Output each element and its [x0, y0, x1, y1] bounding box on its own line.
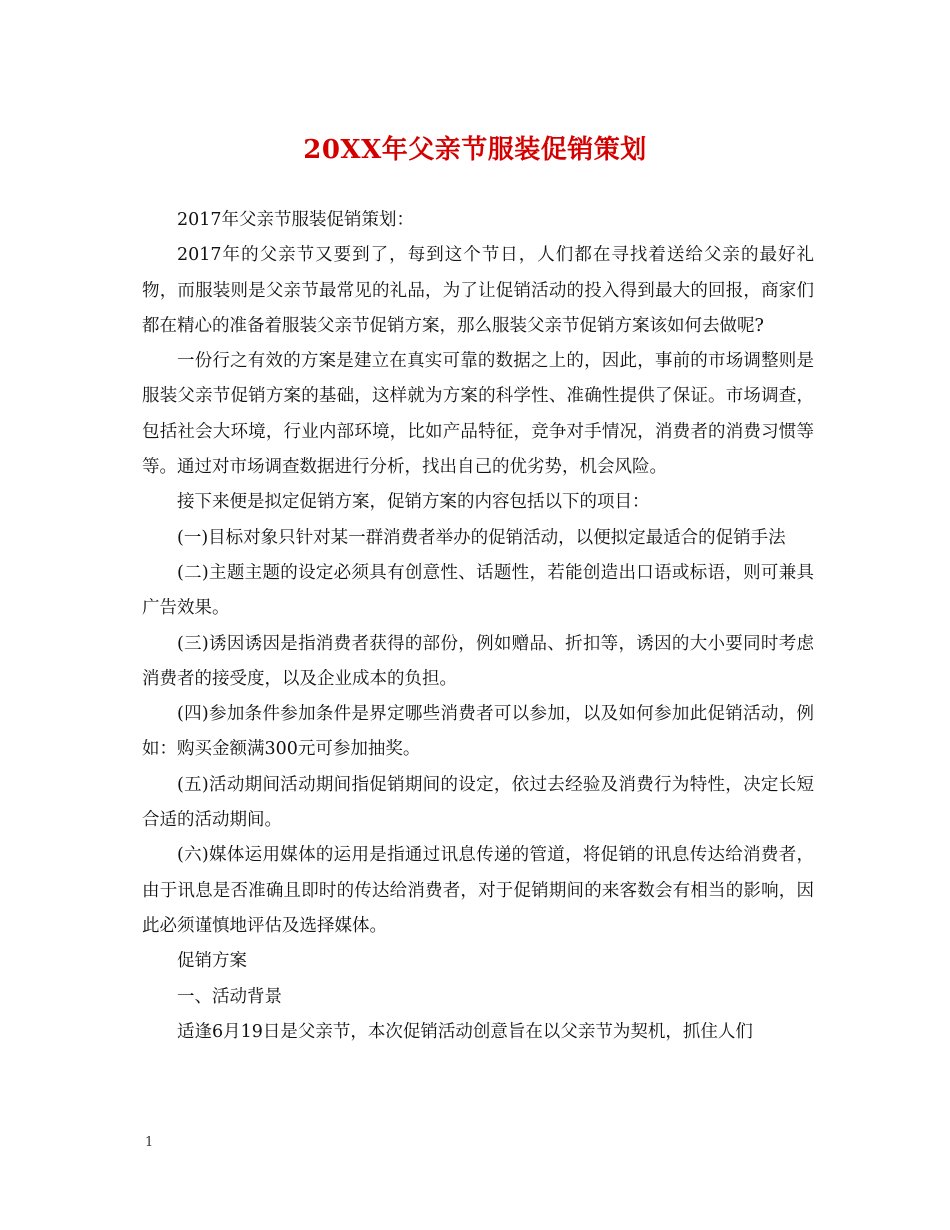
paragraph: 2017年的父亲节又要到了，每到这个节日，人们都在寻找着送给父亲的最好礼物，而服装则是父亲节最常见的礼品，为了让促销活动的投入得到最大的回报，商家们都在精心的准备着服装父亲节促销方案，那么服装父亲节促销方案该如何去做呢?: [142, 245, 814, 336]
paragraph: (二)主题主题的设定必须具有创意性、话题性，若能创造出口语或标语，则可兼具广告效果。: [142, 562, 814, 619]
document-title: 20XX年父亲节服装促销策划: [303, 135, 647, 165]
paragraph: (六)媒体运用媒体的运用是指通过讯息传递的管道，将促销的讯息传达给消费者，由于讯息是否准确且即时的传达给消费者，对于促销期间的来客数会有相当的影响，因此必须谨慎地评估及选择媒体。: [142, 845, 814, 936]
section-heading: 促销方案: [177, 951, 247, 972]
page-number: 1: [145, 1135, 154, 1150]
paragraph: (四)参加条件参加条件是界定哪些消费者可以参加，以及如何参加此促销活动，例如：购买金额满300元可参加抽奖。: [142, 704, 814, 760]
document-body: [142, 203, 814, 1050]
paragraph: 一份行之有效的方案是建立在真实可靠的数据之上的，因此，事前的市场调整则是服装父亲节促销方案的基础，这样就为方案的科学性、准确性提供了保证。市场调查，包括社会大环境，行业内部环境，比如产品特征，竞争对手情况，消费者的消费习惯等等。通过对市场调查数据进行分析，找出自己的优劣势，机会风险。: [142, 351, 814, 478]
section-heading: 一、活动背景: [177, 986, 282, 1007]
paragraph: (一)目标对象只针对某一群消费者举办的促销活动，以便拟定最适合的促销手法: [177, 527, 786, 548]
paragraph: (五)活动期间活动期间指促销期间的设定，依过去经验及消费行为特性，决定长短合适的活动期间。: [142, 774, 814, 831]
paragraph: 2017年父亲节服装促销策划：: [177, 210, 415, 230]
paragraph: (三)诱因诱因是指消费者获得的部份，例如赠品、折扣等，诱因的大小要同时考虑消费者的接受度，以及企业成本的负担。: [142, 633, 814, 689]
paragraph: 适逢6月19日是父亲节，本次促销活动创意旨在以父亲节为契机，抓住人们: [177, 1021, 753, 1042]
paragraph: 接下来便是拟定促销方案，促销方案的内容包括以下的项目：: [177, 492, 650, 513]
